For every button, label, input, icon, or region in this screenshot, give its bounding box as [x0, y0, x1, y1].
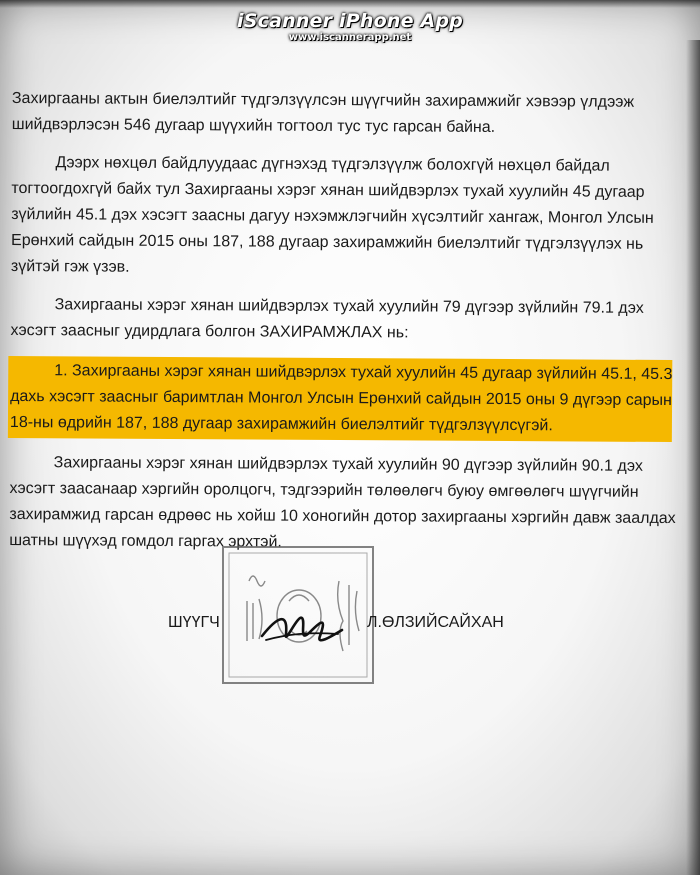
judge-label: ШҮҮГЧ — [168, 614, 220, 631]
scan-right-shadow — [686, 40, 700, 875]
text-line: Захиргааны хэрэг хянан шийдвэрлэх тухай хуулийн 90 дүгээр зүйлийн 90.1 дэх — [53, 454, 643, 475]
text-line: Ерөнхий сайдын 2015 оны 187, 188 дугаар захирамжийн биелэлтийг түдгэлзүүлэх нь — [11, 231, 644, 253]
text-line: хэсэгт заасныг удирдлага болгон ЗАХИРАМЖЛАХ нь: — [10, 321, 409, 342]
text-line: шатны шүүхэд гомдол гаргах эрхтэй. — [9, 531, 282, 551]
judge-name: Л.ӨЛЗИЙСАЙХАН — [367, 614, 504, 631]
text-line: Захиргааны актын биелэлтийг түдгэлзүүлсэн шүүгчийн захирамжийг хэвээр үлдээж — [11, 89, 635, 111]
text-line: Дээрх нөхцөл байдлуудаас дүгнэхэд түдгэлзүүлж болохгүй нөхцөл байдал — [55, 154, 610, 175]
text-line: дахь хэсэгт заасныг баримтлан Монгол Улсын Ерөнхий сайдын 2015 оны 9 дүгээр сарын — [10, 387, 672, 410]
scan-top-shadow — [0, 0, 700, 8]
app-watermark — [0, 10, 700, 44]
watermark-url: www.iscannerapp.net — [288, 32, 412, 43]
highlighted-ruling-item — [8, 356, 672, 442]
watermark-title: iScanner iPhone App — [237, 10, 463, 32]
document-body — [9, 86, 682, 570]
text-line: шийдвэрлэсэн 546 дугаар шүүхийн тогтоол тус тус гарсан байна. — [11, 115, 496, 136]
paragraph-2 — [11, 150, 682, 284]
text-line: 18-ны өдрийн 187, 188 дугаар захирамжийн биелэлтийг түдгэлзүүлсүгэй. — [9, 413, 553, 435]
text-line: зүйтэй гэж үзэв. — [10, 257, 130, 276]
text-line: хэсэгт заасанаар хэргийн оролцогч, тэдгээрийн төлөөлөгч буюу өмгөөлөгч шүүгчийн — [9, 479, 639, 501]
text-line: тогтоогдохгүй байх тул Захиргааны хэрэг хянан шийдвэрлэх тухай хуулийн 45 дугаар — [11, 179, 645, 201]
signature-block — [168, 600, 588, 700]
text-line: зүйлийн 45.1 дэх хэсэгт заасны дагуу нэхэмжлэгчийн хүсэлтийг хангаж, Монгол Улсын — [11, 205, 654, 227]
text-line: захирамжид гарсан өдрөөс нь хойш 10 хоногийн дотор захиргааны хэргийн давж заалдах — [9, 505, 676, 528]
paragraph-3 — [10, 292, 680, 348]
paragraph-1 — [12, 86, 682, 142]
text-line: 1. Захиргааны хэрэг хянан шийдвэрлэх тухай хуулийн 45 дугаар зүйлийн 45.1, 45.3 — [54, 362, 673, 384]
text-line: Захиргааны хэрэг хянан шийдвэрлэх тухай хуулийн 79 дүгээр зүйлийн 79.1 дэх — [54, 296, 644, 317]
